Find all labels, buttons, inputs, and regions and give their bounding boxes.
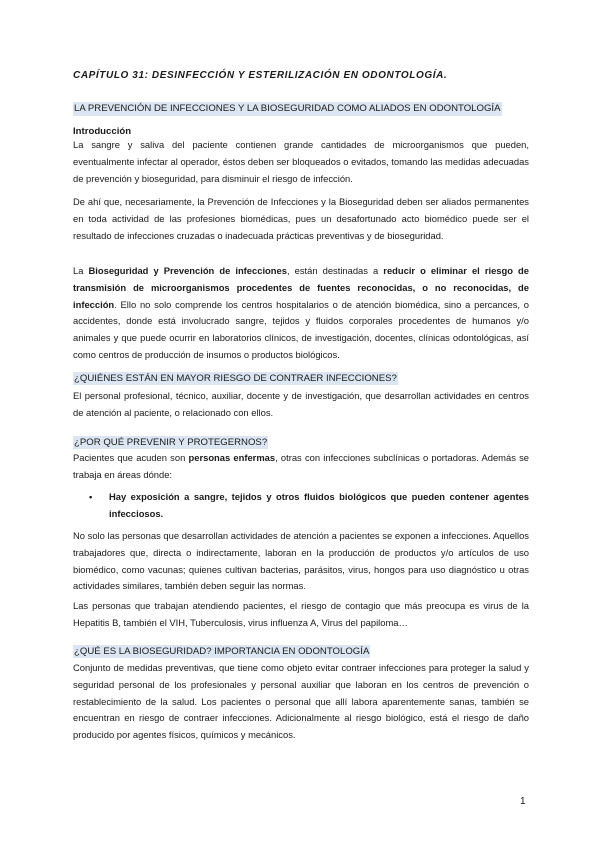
bold-run: Bioseguridad y Prevención de infecciones bbox=[88, 265, 287, 276]
paragraph-prevenir-2: No solo las personas que desarrollan actividades de atención a pacientes se exponen a infecciones. Aquellos trabajadores que, directa o indirectamente, laboran en la producción de productos y/o artículos de uso biomédico, como vacunas; quienes cultivan bacterias, parásitos, virus, hongos para uso diagnóstico u otras actividades similares, también deben seguir las normas. bbox=[73, 530, 529, 592]
bold-run: personas enfermas bbox=[188, 452, 276, 463]
paragraph-prevenir-3: Las personas que trabajan atendiendo pacientes, el riesgo de contagio que más preocupa es virus de la Hepatitis B, también el VIH, Tuberculosis, virus influenza A, Virus del papiloma… bbox=[73, 600, 529, 628]
section-heading-prevencion: LA PREVENCIÓN DE INFECCIONES Y LA BIOSEGURIDAD COMO ALIADOS EN ODONTOLOGÍA bbox=[74, 103, 501, 114]
text-run: , otras con infecciones subclínicas o portadoras. Además se trabaja en áreas dónde: bbox=[73, 452, 529, 480]
section-heading-prevenir: ¿POR QUÉ PREVENIR Y PROTEGERNOS? bbox=[74, 437, 268, 448]
paragraph-intro-2: De ahí que, necesariamente, la Prevención de Infecciones y la Bioseguridad deben ser aliados permanentes en toda actividad de las profesiones biomédicas, pues un desafortunado acto biomédico puede ser el resultado de infecciones cruzadas o inadecuada prácticas preventivas y de bioseguridad. bbox=[73, 196, 529, 241]
paragraph-intro-3 bbox=[73, 263, 529, 364]
section-heading-riesgo: ¿QUIÉNES ESTÁN EN MAYOR RIESGO DE CONTRAER INFECCIONES? bbox=[74, 373, 397, 384]
bullet-item-exposicion bbox=[89, 488, 529, 522]
text-run: , están destinadas a bbox=[286, 265, 384, 276]
paragraph-intro-1: La sangre y saliva del paciente contienen grande cantidades de microorganismos que pueden, eventualmente infectar al operador, éstos deben ser bloqueados o evitados, tomando las medidas adecuadas de prevención y bioseguridad, para disminuir el riesgo de infección. bbox=[73, 139, 529, 184]
section-heading-bioseguridad: ¿QUÉ ES LA BIOSEGURIDAD? IMPORTANCIA EN ODONTOLOGÍA bbox=[74, 646, 370, 657]
bullet-text: Hay exposición a sangre, tejidos y otros fluidos biológicos que pueden contener agentes infecciosos. bbox=[109, 491, 529, 519]
text-run: La bbox=[73, 265, 89, 276]
bullet-icon: • bbox=[89, 491, 93, 502]
page-number: 1 bbox=[520, 796, 526, 807]
riesgo-text: El personal profesional, técnico, auxiliar, docente y de investigación, que desarrollan actividades en centros de atención al paciente, o relacionado con ellos. bbox=[73, 390, 529, 418]
paragraph-prevenir-1 bbox=[73, 450, 529, 484]
subheading-introduccion: Introducción bbox=[73, 126, 132, 137]
text-run: Pacientes que acuden son bbox=[73, 452, 189, 463]
paragraph-bioseguridad: Conjunto de medidas preventivas, que tiene como objeto evitar contraer infecciones para proteger la salud y seguridad personal de los profesionales y personal auxiliar que laboran en los centros de prevención o restablecimiento de la salud. Los pacientes o personal que allí labora aparentemente sanas, también se encuentran en riesgo de contraer infecciones. Adicionalmente al riesgo biológico, está el riesgo de daño producido por agentes físicos, químicos y mecánicos. bbox=[73, 662, 529, 741]
text-run: . Ello no solo comprende los centros hospitalarios o de atención biomédica, sino a percances, o accidentes, donde está involucrado sangre, tejidos y fluidos corporales procedentes de humanos y/o animales y que puede ocurrir en laboratorios clínicos, de investigación, docentes, clínicas odontológicas, así como centros de producción de insumos o productos biológicos. bbox=[73, 298, 529, 360]
bold-run: reducir o eliminar el riesgo de transmisión de microorganismos procedentes de fuentes reconocidas, o no reconocidas, de infección bbox=[73, 265, 529, 310]
chapter-title: CAPÍTULO 31: DESINFECCIÓN Y ESTERILIZACIÓN EN ODONTOLOGÍA. bbox=[73, 70, 448, 81]
paragraph-riesgo-body bbox=[73, 388, 529, 422]
